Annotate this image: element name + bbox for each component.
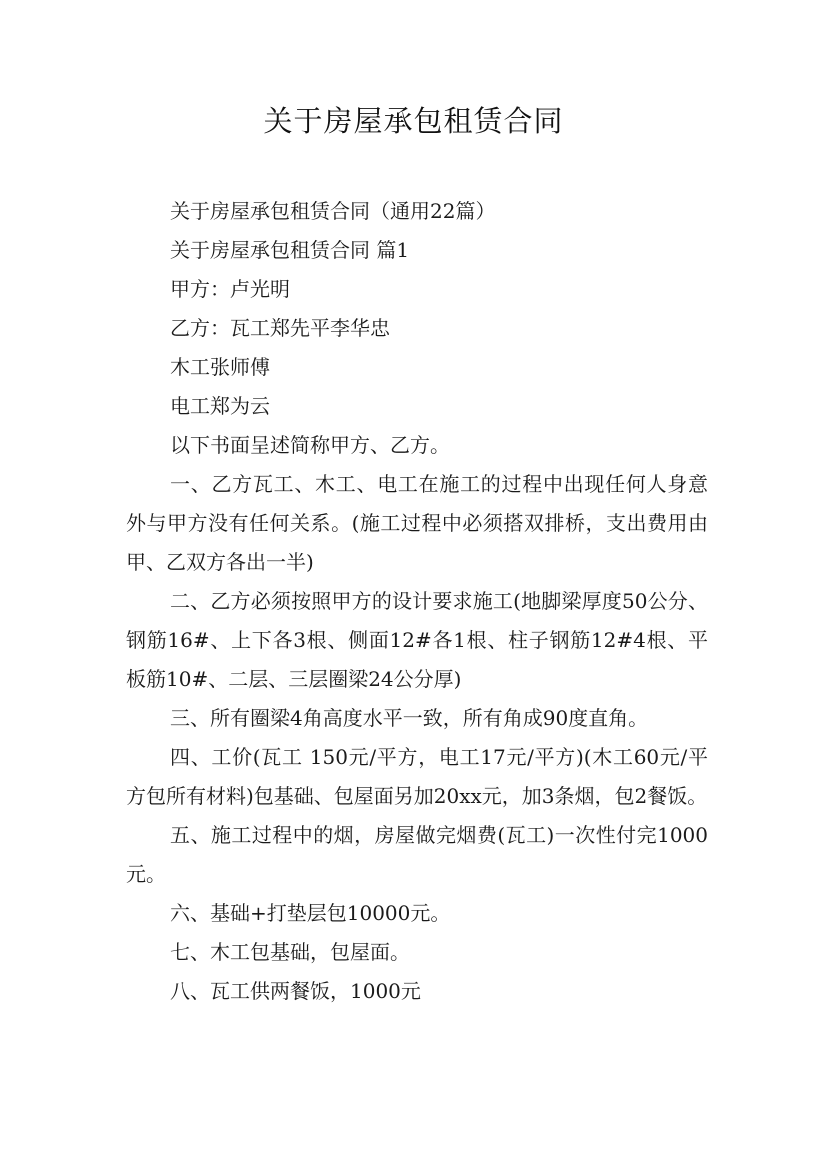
paragraph-heading-general: 关于房屋承包租赁合同（通用22篇）	[170, 199, 496, 223]
paragraph-party-a: 甲方：卢光明	[170, 277, 290, 301]
paragraph-clause-2: 二、乙方必须按照甲方的设计要求施工(地脚梁厚度50公分、钢筋16#、上下各3根、侧面12#各1根、柱子钢筋12#4根、平板筋10#、二层、三层圈梁24公分厚)	[126, 589, 708, 691]
document-body	[126, 192, 708, 1011]
paragraph-party-b: 乙方：瓦工郑先平李华忠	[170, 316, 390, 340]
paragraph-clause-7: 七、木工包基础，包屋面。	[170, 940, 410, 964]
paragraph-clause-5: 五、施工过程中的烟，房屋做完烟费(瓦工)一次性付完1000元。	[126, 823, 708, 886]
document-title: 关于房屋承包租赁合同	[263, 104, 564, 138]
paragraph-clause-4: 四、工价(瓦工 150元/平方，电工17元/平方)(木工60元/平方包所有材料)包基础、包屋面另加20xx元，加3条烟，包2餐饭。	[126, 745, 708, 808]
paragraph-carpenter: 木工张师傅	[170, 355, 270, 379]
paragraph-clause-6: 六、基础+打垫层包10000元。	[170, 901, 451, 925]
paragraph-clause-1: 一、乙方瓦工、木工、电工在施工的过程中出现任何人身意外与甲方没有任何关系。(施工过程中必须搭双排桥，支出费用由甲、乙双方各出一半)	[126, 472, 708, 574]
paragraph-clause-8: 八、瓦工供两餐饭，1000元	[170, 979, 421, 1003]
paragraph-abbreviation: 以下书面呈述简称甲方、乙方。	[170, 433, 450, 457]
paragraph-heading-part1: 关于房屋承包租赁合同 篇1	[170, 238, 410, 262]
paragraph-electrician: 电工郑为云	[170, 394, 270, 418]
paragraph-clause-3: 三、所有圈梁4角高度水平一致，所有角成90度直角。	[170, 706, 649, 730]
